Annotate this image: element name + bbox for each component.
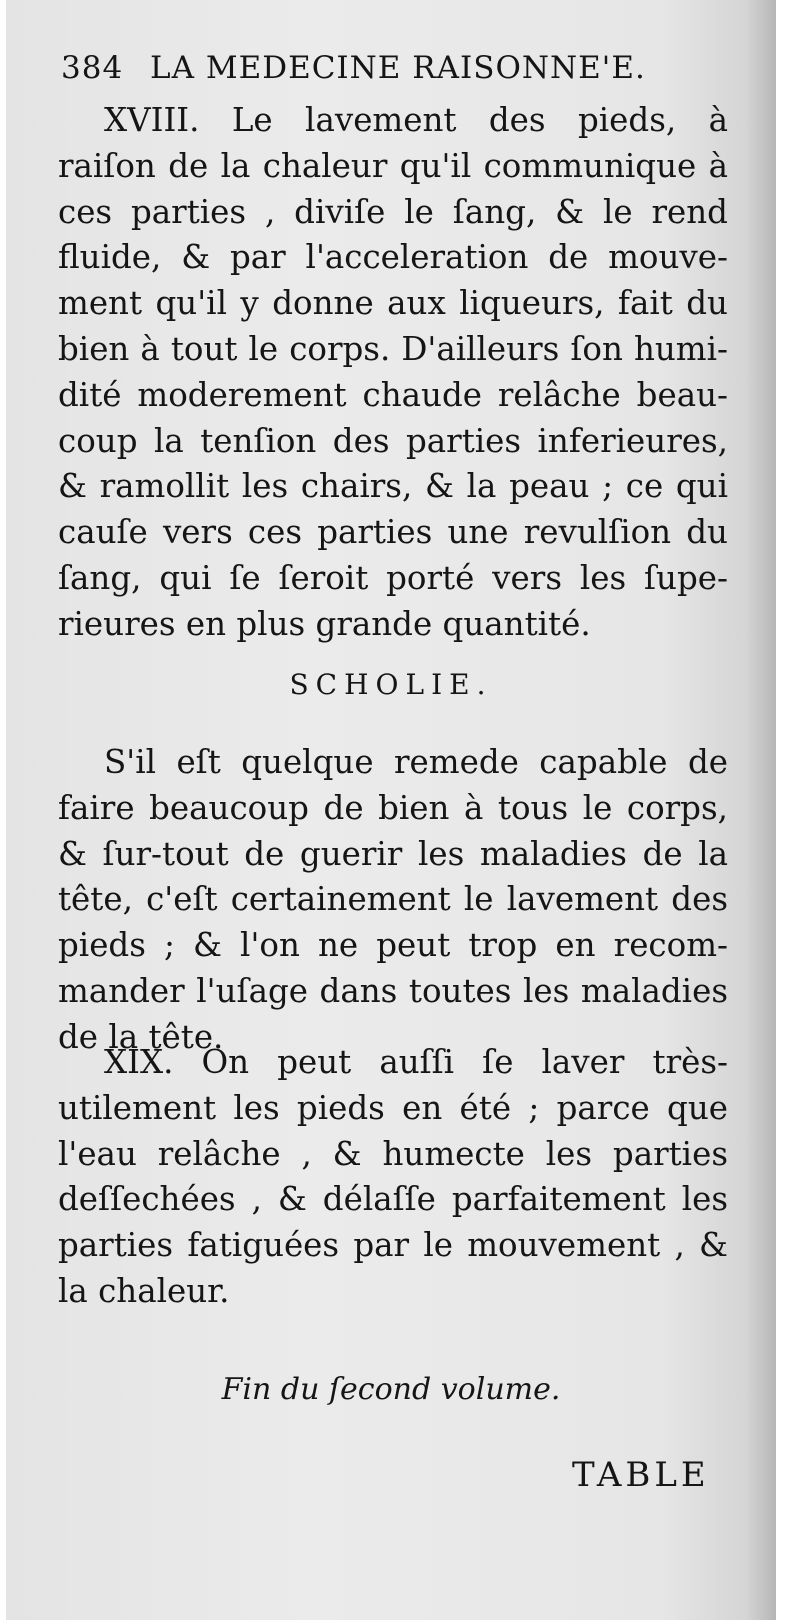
book-page [6,0,776,1620]
text-line: mander l'uſage dans toutes les maladies [58,971,728,1010]
text-line: S'il eſt quelque remede capable de [104,743,728,781]
text-line: ment qu'il y donne aux liqueurs, fait du [58,284,728,323]
text-line: utilement les pieds en été ; parce que [58,1088,728,1127]
text-line: XIX. On peut auſſi ſe laver très- [104,1043,728,1081]
text-line: raiſon de la chaleur qu'il communique à [58,146,728,185]
text-line: deſſechées , & délaſſe parfaitement les [58,1180,728,1219]
text-line: XVIII. Le lavement des pieds, à [104,101,728,139]
text-line: bien à tout le corps. D'ailleurs ſon humi- [58,329,728,368]
end-of-volume-note: Fin du ſecond volume. [221,1372,561,1407]
paragraph-xviii [58,98,728,648]
text-line: l'eau relâche , & humecte les parties [58,1134,728,1173]
text-line: & ſur-tout de guerir les maladies de la [58,834,728,873]
text-line: coup la tenſion des parties inferieures, [58,421,728,460]
running-header [61,50,646,86]
text-line: la chaleur. [58,1271,230,1310]
text-line: ces parties , diviſe le ſang, & le rend [58,192,728,231]
text-line: fluide, & par l'acceleration de mouve- [58,238,728,277]
catchword: TABLE [572,1455,710,1495]
scholie-heading: SCHOLIE. [289,668,493,701]
text-line: parties fatiguées par le mouvement , & [58,1226,728,1265]
text-line: cauſe vers ces parties une revulſion du [58,513,728,552]
text-line: rieures en plus grande quantité. [58,604,591,643]
text-line: de la tête. [58,1017,224,1056]
text-line: ſang, qui ſe ſeroit porté vers les ſupe- [58,558,728,597]
text-line: & ramollit les chairs, & la peau ; ce qui [58,467,728,506]
text-line: dité moderement chaude relâche beau- [58,375,728,414]
running-title: LA MEDECINE RAISONNE'E. [150,50,646,86]
paragraph-xix [58,1040,728,1315]
text-line: faire beaucoup de bien à tous le corps, [58,788,728,827]
page-number: 384 [61,50,124,86]
text-line: tête, c'eſt certainement le lavement des [58,880,728,919]
paragraph-scholie [58,740,728,1061]
text-line: pieds ; & l'on ne peut trop en recom- [58,926,728,965]
